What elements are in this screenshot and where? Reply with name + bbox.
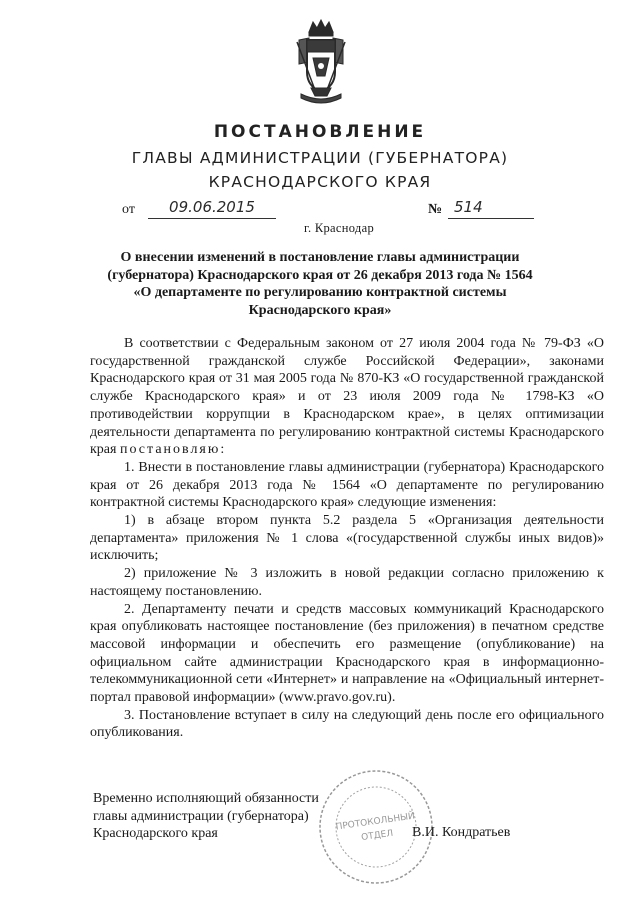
city-label: г. Краснодар: [304, 221, 374, 235]
date-value: 09.06.2015: [148, 198, 276, 219]
document-number: [428, 198, 483, 218]
title-line: О внесении изменений в постановление главы администрации: [120, 250, 520, 265]
document-title: [100, 249, 540, 319]
svg-text:ОТДЕЛ: ОТДЕЛ: [360, 828, 394, 844]
signer-title-line: Краснодарского края: [93, 826, 218, 842]
signer-title-line: Временно исполняющий обязанности: [93, 791, 319, 806]
paragraph-2: 2. Департаменту печати и средств массовых коммуникаций Краснодарского края опубликовать настоящее постановление (без приложения) в печатном средстве массовой информации и обеспечить его размещение (опубликование) на официальном сайте администрации Краснодарского края в информационно-телекоммуникационной сети «Интернет» и направление на «Официальный интернет-портал правовой информации» (www.pravo.gov.ru).: [90, 601, 604, 706]
issuer-heading-line2: КРАСНОДАРСКОГО КРАЯ: [208, 173, 432, 191]
svg-text:ПРОТОКОЛЬНЫЙ: ПРОТОКОЛЬНЫЙ: [335, 811, 416, 833]
document-body: [90, 335, 604, 742]
document-type-heading: ПОСТАНОВЛЕНИЕ: [213, 122, 427, 142]
protocol-department-stamp: [316, 764, 436, 890]
coat-of-arms-emblem: [291, 18, 351, 110]
number-value: 514: [448, 198, 534, 219]
issuer-heading-line1: ГЛАВЫ АДМИНИСТРАЦИИ (ГУБЕРНАТОРА): [131, 149, 509, 167]
title-line: (губернатора) Краснодарского края от 26 декабря 2013 года № 1564: [107, 267, 533, 283]
paragraph-3: 3. Постановление вступает в силу на следующий день после его официального опубликования.: [90, 707, 604, 741]
title-line: Краснодарского края»: [248, 302, 392, 318]
paragraph-1-item-2: 2) приложение № 3 изложить в новой редакции согласно приложению к настоящему постановлению.: [90, 566, 604, 599]
number-prefix: №: [428, 202, 443, 217]
intro-text: В соответствии с Федеральным законом от 27 июля 2004 года № 79-ФЗ «О государственной гражданской службе Российской Федерации», законами Краснодарского края от 31 мая 2005 года № 870-КЗ «О государственной гражданской службе Краснодарского края» и от 23 июля 2009 года № 1798-КЗ «О противодействии коррупции в Краснодарском крае», в целях оптимизации деятельности департамента по регулированию контрактной системы Краснодарского края: [90, 336, 604, 458]
signature-block: [93, 790, 319, 843]
paragraph-1-item-1: 1) в абзаце втором пункта 5.2 раздела 5 «Организация деятельности департамента» приложения № 1 слова «(государственной службы иных видов)» исключить;: [90, 513, 604, 564]
signer-title-line: главы администрации (губернатора): [93, 808, 309, 824]
resolution-word: постановляю:: [119, 442, 227, 458]
date-prefix: от: [122, 202, 135, 217]
paragraph-1: 1. Внести в постановление главы администрации (губернатора) Краснодарского края от 26 декабря 2013 года № 1564 «О департаменте по регулированию контрактной системы Краснодарского края» следующие изменения:: [90, 459, 604, 511]
signer-name: В.И. Кондратьев: [412, 825, 511, 840]
intro-paragraph: [90, 335, 604, 459]
document-date: [122, 198, 255, 218]
title-line: «О департаменте по регулированию контрактной системы: [133, 285, 507, 300]
